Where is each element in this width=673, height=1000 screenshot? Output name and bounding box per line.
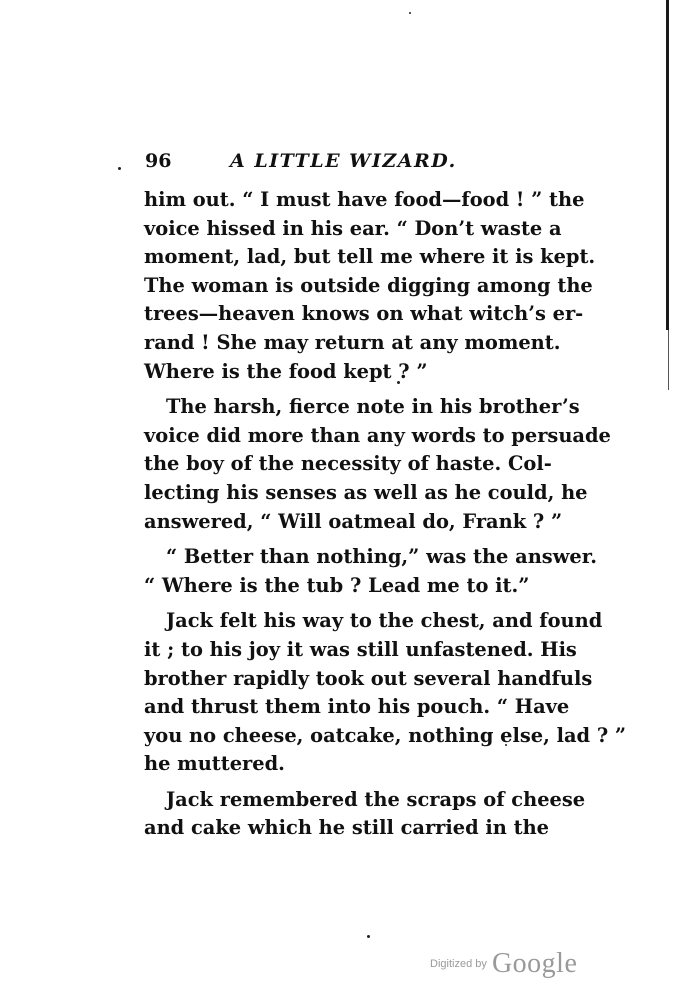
text-line: rand ! She may return at any moment. [144, 330, 561, 354]
print-speck [367, 935, 370, 938]
text-line: brother rapidly took out several handfuls [144, 666, 593, 690]
text-line: the boy of the necessity of haste. Col- [144, 452, 552, 476]
watermark-prefix: Digitized by [430, 958, 487, 970]
text-line: it ; to his joy it was still unfastened. His [144, 637, 577, 661]
text-line: The harsh, fierce note in his brother’s [166, 395, 580, 419]
text-line: Jack remembered the scraps of cheese [166, 787, 586, 811]
text-line: and cake which he still carried in the [144, 816, 550, 840]
text-line: Where is the food kept ? ” [144, 359, 428, 383]
text-line: answered, “ Will oatmeal do, Frank ? ” [144, 509, 563, 533]
page-number: 96 [145, 150, 172, 172]
text-line: him out. “ I must have food—food ! ” the [144, 188, 585, 211]
print-speck [118, 167, 121, 170]
text-line: and thrust them into his pouch. “ Have [144, 695, 570, 719]
page-header [145, 150, 525, 178]
text-line: moment, lad, but tell me where it is kept. [144, 245, 596, 269]
text-line: lecting his senses as well as he could, he [144, 480, 588, 504]
body-text [144, 186, 627, 843]
text-line: voice hissed in his ear. “ Don’t waste a [144, 216, 562, 240]
text-line: trees—heaven knows on what witch’s er- [144, 302, 584, 326]
text-line: The woman is outside digging among the [144, 273, 593, 297]
text-line: “ Better than nothing,” was the answer. [166, 545, 597, 569]
text-line: Jack felt his way to the chest, and found [166, 609, 603, 633]
text-line: “ Where is the tub ? Lead me to it.” [144, 573, 530, 597]
text-line: you no cheese, oatcake, nothing else, lad ? ” [144, 723, 627, 747]
page-edge-shadow [666, 0, 669, 330]
text-line: voice did more than any words to persuade [144, 423, 611, 447]
page-edge-shadow-faint [668, 330, 669, 390]
watermark-brand: Google [491, 948, 578, 979]
digitized-watermark [430, 948, 577, 980]
text-line: he muttered. [144, 752, 285, 776]
running-title: A LITTLE WIZARD. [230, 150, 457, 172]
print-speck [409, 12, 411, 14]
